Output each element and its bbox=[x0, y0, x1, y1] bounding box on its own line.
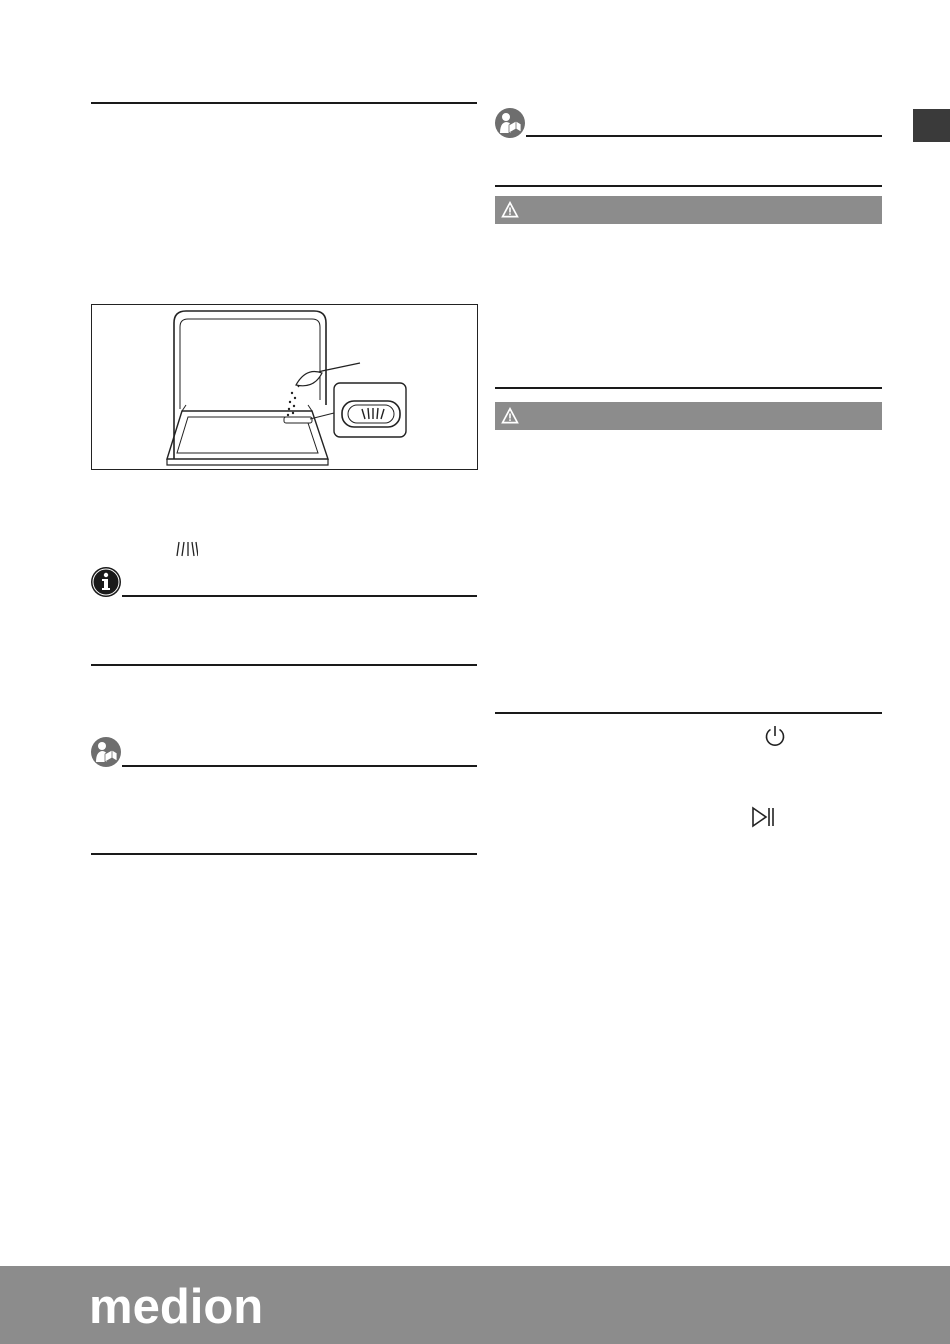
section-rule-1 bbox=[91, 102, 477, 104]
section-rule-3 bbox=[91, 853, 477, 855]
read-manual-icon bbox=[494, 107, 526, 139]
play-pause-icon bbox=[751, 806, 777, 828]
rinse-aid-symbol-icon bbox=[176, 540, 198, 558]
warning-bar-2 bbox=[495, 402, 882, 430]
dishwasher-illustration bbox=[92, 305, 477, 469]
language-tab bbox=[913, 109, 950, 142]
rinse-aid-figure bbox=[91, 304, 478, 470]
manual-rule-left bbox=[122, 765, 477, 767]
medion-logo: medion bbox=[89, 1280, 264, 1334]
section-rule-5 bbox=[495, 387, 882, 389]
section-rule-4 bbox=[495, 185, 882, 187]
manual-rule-right bbox=[526, 135, 882, 137]
warning-bar-1 bbox=[495, 196, 882, 224]
section-rule-2 bbox=[91, 664, 477, 666]
warning-triangle-icon bbox=[501, 407, 519, 424]
read-manual-icon bbox=[90, 736, 122, 768]
section-rule-6 bbox=[495, 712, 882, 714]
warning-triangle-icon bbox=[501, 201, 519, 218]
power-icon bbox=[763, 724, 787, 748]
info-rule bbox=[122, 595, 477, 597]
info-icon bbox=[90, 566, 122, 598]
